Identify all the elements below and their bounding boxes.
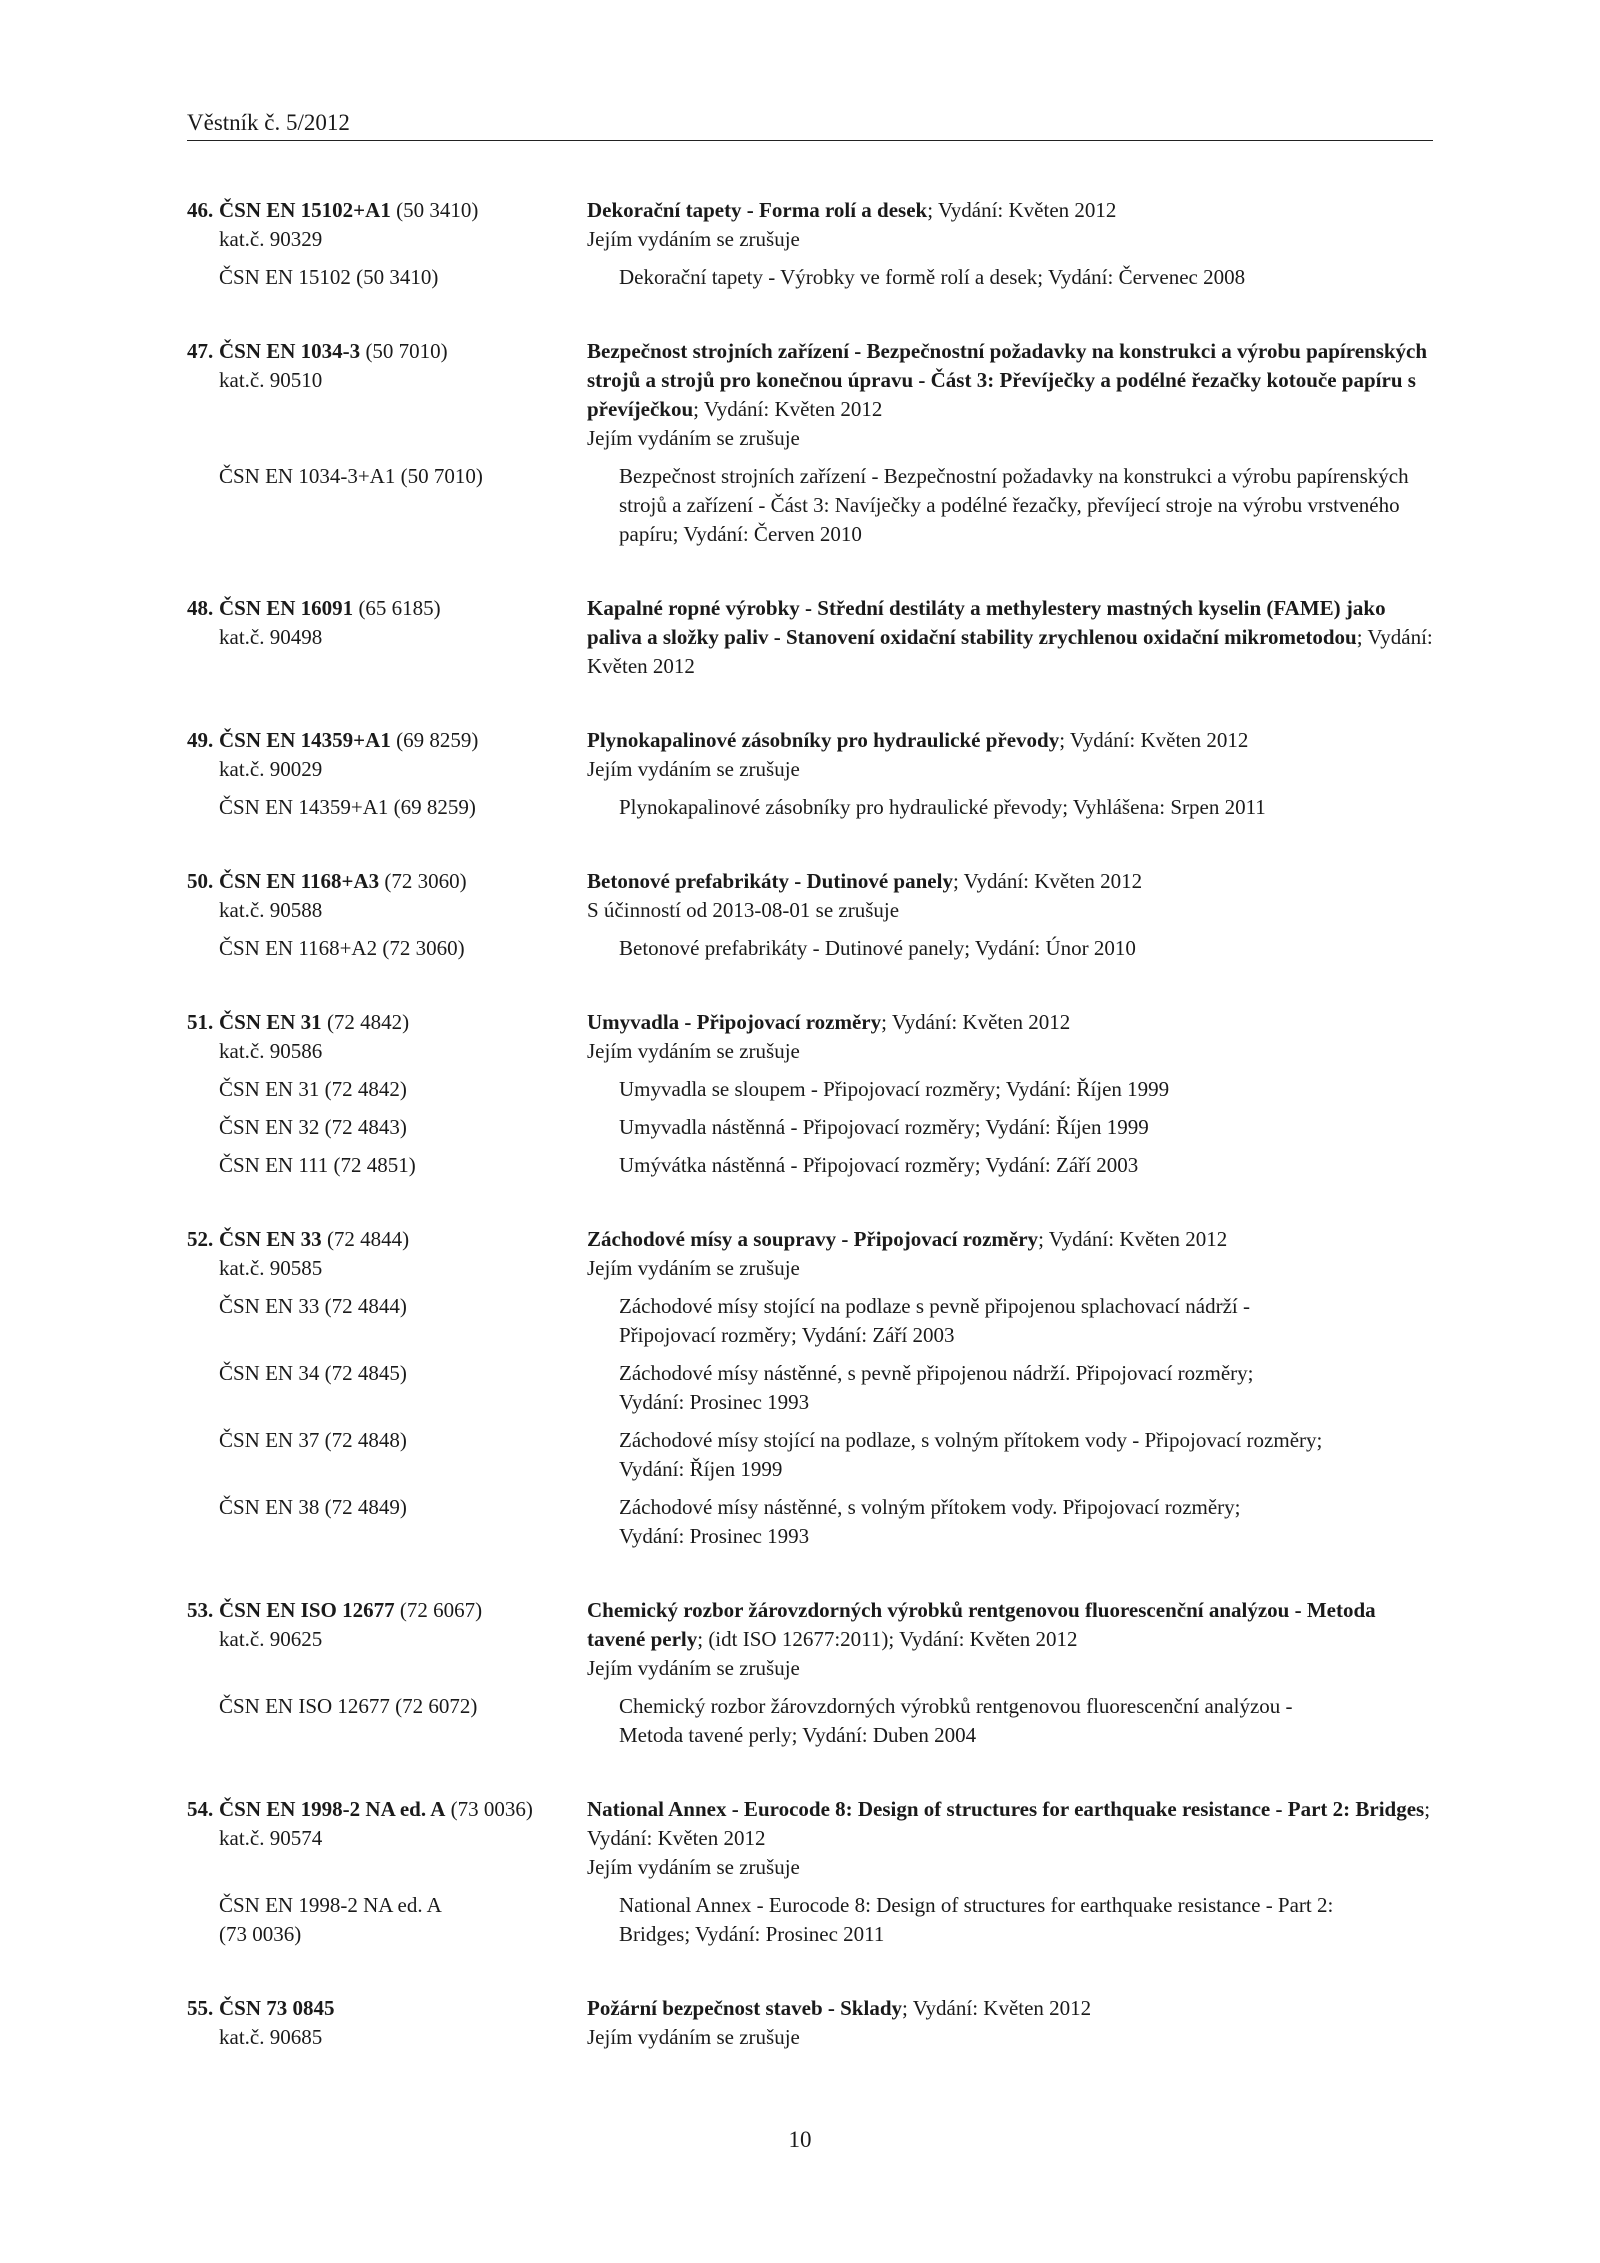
standard-entry	[187, 726, 1433, 822]
entry-number: 55.	[187, 1996, 214, 2020]
standard-entry	[187, 594, 1433, 681]
cancellation-note: Jejím vydáním se zrušuje	[587, 1039, 800, 1063]
catalog-number: kat.č. 90574	[219, 1826, 323, 1850]
entry-identifier	[187, 196, 587, 254]
replaced-standard-title: National Annex - Eurocode 8: Design of structures for earthquake resistance - Part 2: Bridges; Vydání: Prosinec 2011	[619, 1893, 1334, 1946]
classification-code: (50 3410)	[396, 198, 479, 222]
standard-entry	[187, 337, 1433, 549]
entry-title-line	[587, 1598, 1376, 1651]
replaced-standard-code: ČSN EN 37 (72 4848)	[219, 1428, 407, 1452]
replaced-standard-row	[187, 462, 1433, 549]
standard-code: ČSN EN 1998-2 NA ed. A	[219, 1797, 446, 1821]
cancellation-note: S účinností od 2013-08-01 se zrušuje	[587, 898, 900, 922]
catalog-number: kat.č. 90585	[219, 1256, 323, 1280]
entry-number: 49.	[187, 728, 214, 752]
replaced-standard-code: ČSN EN 32 (72 4843)	[219, 1115, 407, 1139]
entry-title-line	[587, 1010, 1070, 1034]
standard-code: ČSN EN 31	[219, 1010, 322, 1034]
issue-date: ; Vydání: Květen 2012	[927, 198, 1117, 222]
cancellation-note: Jejím vydáním se zrušuje	[587, 1256, 800, 1280]
standard-entry	[187, 1008, 1433, 1180]
catalog-number: kat.č. 90625	[219, 1627, 323, 1651]
replaced-standard-code: ČSN EN 1998-2 NA ed. A (73 0036)	[219, 1893, 442, 1946]
standards-list	[187, 196, 1433, 2097]
entry-description	[587, 337, 1433, 453]
standard-entry	[187, 196, 1433, 292]
entry-identifier	[187, 337, 587, 453]
entry-identifier	[187, 726, 587, 784]
standard-code: ČSN EN 14359+A1	[219, 728, 391, 752]
entry-number: 53.	[187, 1598, 214, 1622]
entry-identifier	[187, 1795, 587, 1882]
classification-code: (69 8259)	[396, 728, 479, 752]
replaced-standard-row	[187, 1692, 1433, 1750]
cancellation-note: Jejím vydáním se zrušuje	[587, 426, 800, 450]
classification-code: (65 6185)	[358, 596, 441, 620]
replaced-standard-row	[187, 1359, 1433, 1417]
issue-date: ; (idt ISO 12677:2011); Vydání: Květen 2012	[697, 1627, 1078, 1651]
entry-description	[587, 1994, 1433, 2052]
replaced-standard-code: ČSN EN 111 (72 4851)	[219, 1153, 416, 1177]
cancellation-note: Jejím vydáním se zrušuje	[587, 2025, 800, 2049]
entry-identifier	[187, 1008, 587, 1066]
replaced-standard-code: ČSN EN 33 (72 4844)	[219, 1294, 407, 1318]
replaced-standard-code: ČSN EN 15102 (50 3410)	[219, 265, 439, 289]
catalog-number: kat.č. 90685	[219, 2025, 323, 2049]
entry-number: 48.	[187, 596, 214, 620]
replaced-standard-title: Dekorační tapety - Výrobky ve formě rolí a desek; Vydání: Červenec 2008	[619, 265, 1246, 289]
replaced-standard-title: Umývátka nástěnná - Připojovací rozměry; Vydání: Září 2003	[619, 1153, 1139, 1177]
entry-title-line	[587, 198, 1116, 222]
page-number: 10	[788, 2127, 812, 2152]
classification-code: (72 6067)	[399, 1598, 483, 1622]
entry-number: 46.	[187, 198, 214, 222]
standard-code: ČSN EN 33	[219, 1227, 322, 1251]
catalog-number: kat.č. 90498	[219, 625, 323, 649]
catalog-number: kat.č. 90588	[219, 898, 323, 922]
entry-main-row	[187, 1225, 1433, 1283]
replaced-standard-title: Chemický rozbor žárovzdorných výrobků rentgenovou fluorescenční analýzou - Metoda tavené perly; Vydání: Duben 2004	[619, 1694, 1293, 1747]
classification-code: (72 3060)	[384, 869, 467, 893]
replaced-standard-title: Záchodové mísy stojící na podlaze, s volným přítokem vody - Připojovací rozměry; Vydání: Říjen 1999	[619, 1428, 1323, 1481]
classification-code: (50 7010)	[365, 339, 448, 363]
entry-title-line	[587, 869, 1142, 893]
entry-number: 47.	[187, 339, 214, 363]
cancellation-note: Jejím vydáním se zrušuje	[587, 227, 800, 251]
standard-title: Betonové prefabrikáty - Dutinové panely	[587, 869, 953, 893]
entry-main-row	[187, 1596, 1433, 1683]
entry-identifier	[187, 867, 587, 925]
catalog-number: kat.č. 90586	[219, 1039, 323, 1063]
entry-main-row	[187, 594, 1433, 681]
entry-number: 50.	[187, 869, 214, 893]
classification-code: (73 0036)	[450, 1797, 533, 1821]
replaced-standard-title: Umyvadla se sloupem - Připojovací rozměry; Vydání: Říjen 1999	[619, 1077, 1170, 1101]
catalog-number: kat.č. 90510	[219, 368, 323, 392]
issue-date: ; Vydání: Květen 2012	[693, 397, 883, 421]
entry-identifier	[187, 594, 587, 681]
issue-date: ; Vydání: Květen 2012	[881, 1010, 1071, 1034]
entry-main-row	[187, 196, 1433, 254]
cancellation-note: Jejím vydáním se zrušuje	[587, 1855, 800, 1879]
replaced-standard-row	[187, 1075, 1433, 1104]
issue-date: ; Vydání: Květen 2012	[952, 869, 1143, 893]
entry-number: 51.	[187, 1010, 214, 1034]
entry-title-line	[587, 339, 1427, 421]
entry-main-row	[187, 337, 1433, 453]
classification-code: (72 4842)	[326, 1010, 410, 1034]
entry-main-row	[187, 1008, 1433, 1066]
replaced-standard-row	[187, 1151, 1433, 1180]
replaced-standard-title: Bezpečnost strojních zařízení - Bezpečnostní požadavky na konstrukci a výrobu papírenských strojů a zařízení - Část 3: Navíječky a podélné řezačky, převíjecí stroje na výrobu vrstveného papíru; Vydání: Červen 2010	[619, 464, 1409, 546]
cancellation-note: Jejím vydáním se zrušuje	[587, 1656, 800, 1680]
replaced-standard-code: ČSN EN 1168+A2 (72 3060)	[219, 936, 465, 960]
replaced-standard-title: Plynokapalinové zásobníky pro hydraulické převody; Vyhlášena: Srpen 2011	[619, 795, 1266, 819]
standard-code: ČSN 73 0845	[219, 1996, 335, 2020]
replaced-standard-code: ČSN EN ISO 12677 (72 6072)	[219, 1694, 478, 1718]
standard-entry	[187, 1795, 1433, 1949]
replaced-standard-row	[187, 1891, 1433, 1949]
issue-date: ; Vydání: Květen 2012	[1038, 1227, 1228, 1251]
replaced-standard-code: ČSN EN 1034-3+A1 (50 7010)	[219, 464, 483, 488]
entry-description	[587, 196, 1433, 254]
standard-title: Požární bezpečnost staveb - Sklady	[587, 1996, 902, 2020]
entry-description	[587, 726, 1433, 784]
catalog-number: kat.č. 90329	[219, 227, 323, 251]
replaced-standard-title: Umyvadla nástěnná - Připojovací rozměry; Vydání: Říjen 1999	[619, 1115, 1149, 1139]
issue-date: ; Vydání: Květen 2012	[902, 1996, 1092, 2020]
catalog-number: kat.č. 90029	[219, 757, 323, 781]
issue-date: ; Vydání: Květen 2012	[587, 625, 1433, 678]
entry-main-row	[187, 867, 1433, 925]
entry-number: 52.	[187, 1227, 214, 1251]
replaced-standard-code: ČSN EN 14359+A1 (69 8259)	[219, 795, 476, 819]
standard-title: Záchodové mísy a soupravy - Připojovací rozměry	[587, 1227, 1039, 1251]
standard-code: ČSN EN 16091	[219, 596, 354, 620]
standard-entry	[187, 1596, 1433, 1750]
entry-identifier	[187, 1596, 587, 1683]
entry-title-line	[587, 728, 1248, 752]
replaced-standard-row	[187, 263, 1433, 292]
replaced-standard-row	[187, 934, 1433, 963]
standard-title: Umyvadla - Připojovací rozměry	[587, 1010, 882, 1034]
replaced-standard-code: ČSN EN 38 (72 4849)	[219, 1495, 407, 1519]
entry-main-row	[187, 1994, 1433, 2052]
replaced-standard-row	[187, 1292, 1433, 1350]
replaced-standard-row	[187, 793, 1433, 822]
entry-description	[587, 1596, 1433, 1683]
entry-description	[587, 1225, 1433, 1283]
standard-code: ČSN EN ISO 12677	[219, 1598, 395, 1622]
standard-title: Plynokapalinové zásobníky pro hydraulické převody	[587, 728, 1060, 752]
standard-title: Chemický rozbor žárovzdorných výrobků rentgenovou fluorescenční analýzou - Metoda tavené perly	[587, 1598, 1376, 1651]
entry-title-line	[587, 1996, 1091, 2020]
standard-code: ČSN EN 1034-3	[219, 339, 361, 363]
replaced-standard-row	[187, 1493, 1433, 1551]
replaced-standard-code: ČSN EN 31 (72 4842)	[219, 1077, 407, 1101]
entry-main-row	[187, 726, 1433, 784]
entry-main-row	[187, 1795, 1433, 1882]
standard-title: Kapalné ropné výrobky - Střední destiláty a methylestery mastných kyselin (FAME) jako paliva a složky paliv - Stanovení oxidační stability zrychlenou oxidační mikrometodou	[587, 596, 1386, 649]
bulletin-title: Věstník č. 5/2012	[187, 110, 350, 135]
entry-number: 54.	[187, 1797, 214, 1821]
standard-title: Dekorační tapety - Forma rolí a desek	[587, 198, 928, 222]
issue-date: ; Vydání: Květen 2012	[1059, 728, 1249, 752]
standard-code: ČSN EN 15102+A1	[219, 198, 391, 222]
standard-title: Bezpečnost strojních zařízení - Bezpečnostní požadavky na konstrukci a výrobu papírenských strojů a strojů pro konečnou úpravu - Část 3: Převíječky a podélné řezačky kotouče papíru s převíječkou	[587, 339, 1428, 421]
standard-entry	[187, 1225, 1433, 1551]
replaced-standard-title: Záchodové mísy stojící na podlaze s pevně připojenou splachovací nádrží - Připojovací rozměry; Vydání: Září 2003	[619, 1294, 1250, 1347]
replaced-standard-title: Záchodové mísy nástěnné, s volným přítokem vody. Připojovací rozměry; Vydání: Prosinec 1993	[619, 1495, 1241, 1548]
entry-description	[587, 867, 1433, 925]
page-header	[187, 108, 1433, 141]
replaced-standard-title: Záchodové mísy nástěnné, s pevně připojenou nádrží. Připojovací rozměry; Vydání: Prosinec 1993	[619, 1361, 1254, 1414]
entry-title-line	[587, 596, 1433, 678]
entry-description	[587, 1008, 1433, 1066]
replaced-standard-code: ČSN EN 34 (72 4845)	[219, 1361, 407, 1385]
standard-entry	[187, 867, 1433, 963]
standard-title: National Annex - Eurocode 8: Design of structures for earthquake resistance - Part 2: Bridges	[587, 1797, 1425, 1821]
issue-date: ; Vydání: Květen 2012	[587, 1797, 1431, 1850]
classification-code: (72 4844)	[326, 1227, 410, 1251]
replaced-standard-title: Betonové prefabrikáty - Dutinové panely; Vydání: Únor 2010	[619, 936, 1136, 960]
replaced-standard-row	[187, 1426, 1433, 1484]
cancellation-note: Jejím vydáním se zrušuje	[587, 757, 800, 781]
replaced-standard-row	[187, 1113, 1433, 1142]
entry-identifier	[187, 1994, 587, 2052]
entry-description	[587, 1795, 1433, 1882]
standard-code: ČSN EN 1168+A3	[219, 869, 380, 893]
entry-title-line	[587, 1797, 1430, 1850]
entry-identifier	[187, 1225, 587, 1283]
entry-description	[587, 594, 1433, 681]
entry-title-line	[587, 1227, 1227, 1251]
standard-entry	[187, 1994, 1433, 2052]
